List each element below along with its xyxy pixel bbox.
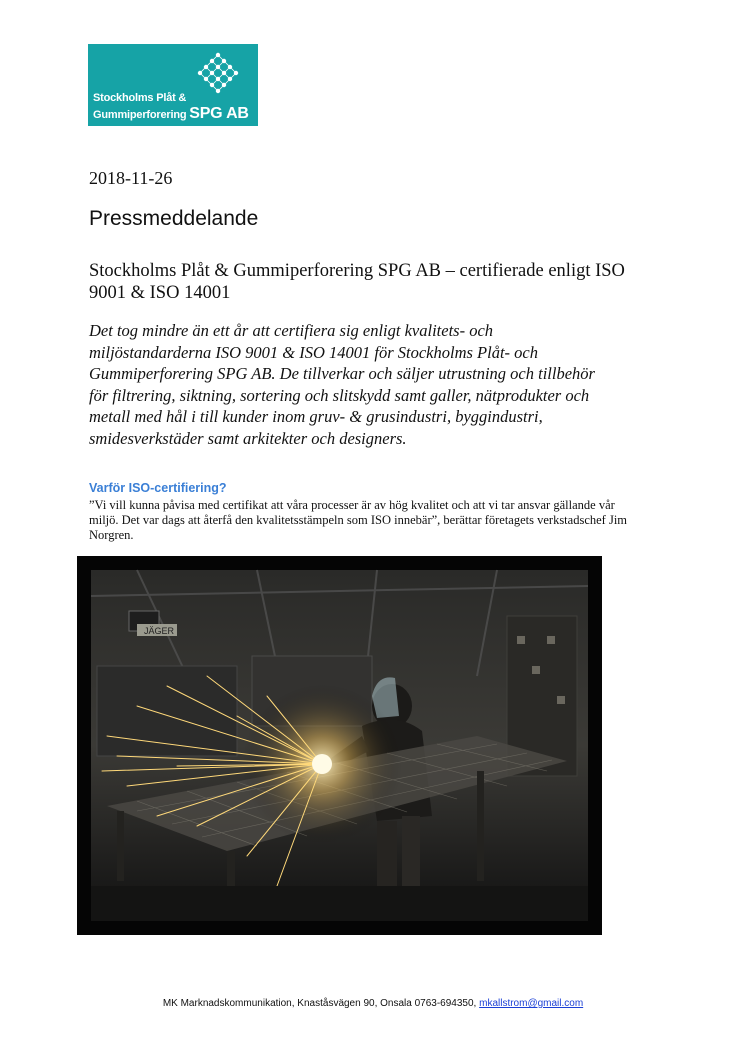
company-logo bbox=[88, 44, 258, 126]
headline: Stockholms Plåt & Gummiperforering SPG AB – certifierade enligt ISO 9001 & ISO 14001 bbox=[89, 261, 625, 304]
workshop-photo bbox=[77, 556, 602, 935]
section-heading: Varför ISO-certifiering? bbox=[89, 481, 227, 495]
diamond-grid-logo-icon bbox=[190, 52, 246, 98]
logo-line-2 bbox=[93, 105, 249, 123]
lead-paragraph: Det tog mindre än ett år att certifiera sig enligt kvalitets- och miljöstandarderna ISO 9001 & ISO 14001 för Stockholms Plåt- och Gummiperforering SPG AB. De tillverkar och säljer utrustning och tillbehör för filtrering, siktning, sortering och slitskydd samt galler, nätprodukter och metall med hål i till kunder inom gruv- & grusindustri, byggindustri, smidesverkstäder samt arkitekter och designers. bbox=[89, 321, 595, 448]
press-date: 2018-11-26 bbox=[89, 168, 173, 188]
machine-sign: JÄGER bbox=[143, 626, 175, 636]
footer-contact bbox=[0, 998, 746, 1009]
footer-text: MK Marknadskommunikation, Knaståsvägen 90, Onsala 0763-694350, bbox=[162, 998, 477, 1009]
logo-line-2-text: Gummiperforering bbox=[93, 109, 187, 121]
logo-spg-ab: SPG AB bbox=[189, 105, 249, 122]
document-type: Pressmeddelande bbox=[89, 207, 259, 230]
logo-line-1: Stockholms Plåt & bbox=[93, 92, 187, 104]
footer-email-link[interactable]: mkallstrom@gmail.com bbox=[479, 998, 584, 1009]
quote-paragraph: ”Vi vill kunna påvisa med certifikat att våra processer är av hög kvalitet och att vi tar ansvar gällande vår miljö. Det var dags att återfå den kvalitetsstämpeln som ISO innebär”, berättar företagets verkstadschef Jim Norgren. bbox=[89, 498, 628, 542]
welding-scene-illustration bbox=[77, 556, 602, 935]
